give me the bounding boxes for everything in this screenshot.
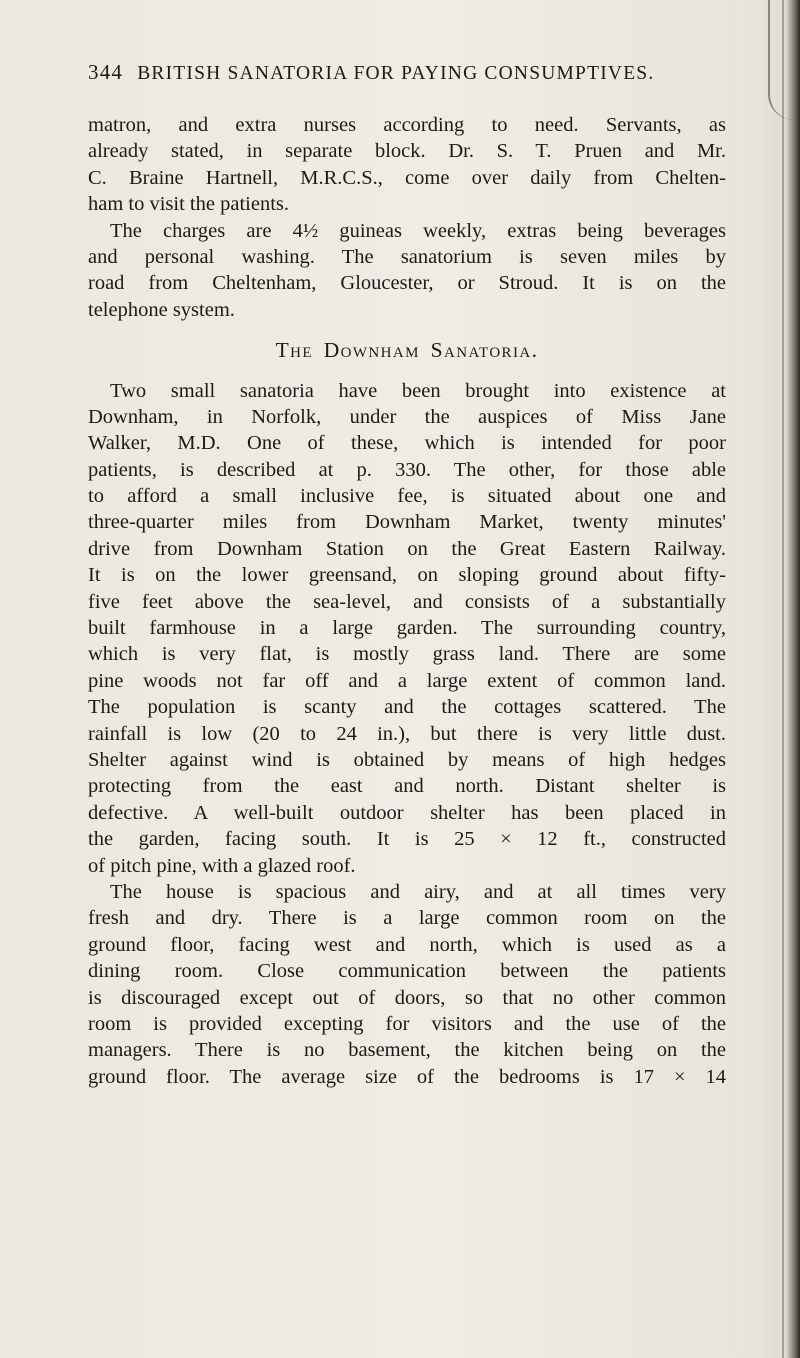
text-line: room is provided excepting for visitors and the use of the xyxy=(88,1012,726,1035)
text-line: and personal washing. The sanatorium is seven miles by xyxy=(88,245,726,268)
text-line: The charges are 4½ guineas weekly, extras being beverages xyxy=(110,219,726,242)
text-line: It is on the lower greensand, on sloping ground about fifty- xyxy=(88,564,726,587)
body-text xyxy=(88,112,726,1090)
text-line: the garden, facing south. It is 25 × 12 ft., constructed xyxy=(88,828,726,851)
text-line: patients, is described at p. 330. The other, for those able xyxy=(88,458,726,481)
running-title: BRITISH SANATORIA FOR PAYING CONSUMPTIVES. xyxy=(137,63,655,84)
text-line: The population is scanty and the cottages scattered. The xyxy=(88,696,726,719)
text-line: road from Cheltenham, Gloucester, or Stroud. It is on the xyxy=(88,272,726,295)
text-line: Downham, in Norfolk, under the auspices of Miss Jane xyxy=(88,405,726,428)
text-line: drive from Downham Station on the Great Eastern Railway. xyxy=(88,537,726,560)
text-line: ground floor, facing west and north, which is used as a xyxy=(88,933,726,956)
text-line: dining room. Close communication between the patients xyxy=(88,960,726,983)
text-line: Shelter against wind is obtained by means of high hedges xyxy=(88,748,726,771)
text-line: telephone system. xyxy=(88,298,235,321)
text-line: to afford a small inclusive fee, is situated about one and xyxy=(88,485,726,508)
page-number: 344 xyxy=(88,60,124,84)
text-line: of pitch pine, with a glazed roof. xyxy=(88,854,356,877)
binding-shadow xyxy=(786,0,800,1358)
text-line: C. Braine Hartnell, M.R.C.S., come over daily from Chelten- xyxy=(88,166,726,189)
section-heading: The Downham Sanatoria. xyxy=(275,338,539,363)
text-line: pine woods not far off and a large extent of common land. xyxy=(88,669,726,692)
text-line: Walker, M.D. One of these, which is intended for poor xyxy=(88,432,726,455)
text-line: five feet above the sea-level, and consists of a substantially xyxy=(88,590,726,613)
text-line: ground floor. The average size of the bedrooms is 17 × 14 xyxy=(88,1065,726,1088)
text-line: protecting from the east and north. Distant shelter is xyxy=(88,775,726,798)
page-edge-line xyxy=(782,0,784,1358)
text-line: is discouraged except out of doors, so that no other common xyxy=(88,986,726,1009)
text-line: The house is spacious and airy, and at all times very xyxy=(110,880,726,903)
text-line: managers. There is no basement, the kitchen being on the xyxy=(88,1039,726,1062)
text-line: fresh and dry. There is a large common room on the xyxy=(88,907,726,930)
text-line: defective. A well-built outdoor shelter has been placed in xyxy=(88,801,726,824)
running-head xyxy=(88,60,728,85)
text-line: built farmhouse in a large garden. The surrounding country, xyxy=(88,617,726,640)
text-line: rainfall is low (20 to 24 in.), but there is very little dust. xyxy=(88,722,726,745)
text-line: already stated, in separate block. Dr. S. T. Pruen and Mr. xyxy=(88,140,726,163)
text-line: ham to visit the patients. xyxy=(88,193,289,216)
text-line: matron, and extra nurses according to need. Servants, as xyxy=(88,114,726,136)
text-line: which is very flat, is mostly grass land. There are some xyxy=(88,643,726,666)
text-line: three-quarter miles from Downham Market, twenty minutes' xyxy=(88,511,726,534)
text-line: Two small sanatoria have been brought into existence at xyxy=(110,379,726,402)
